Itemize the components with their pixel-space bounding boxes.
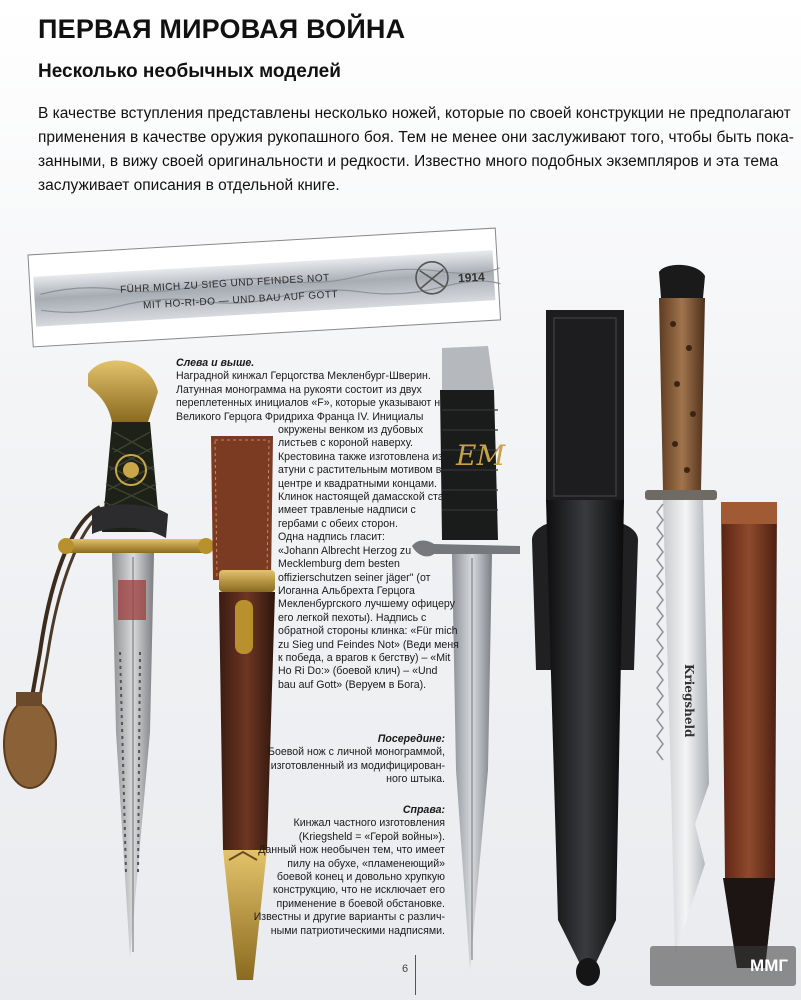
caption-left-line: атуни с растительным мотивом в xyxy=(278,464,442,477)
caption-left-line: Великого Герцога Фридриха Франца IV. Инициалы xyxy=(176,410,424,423)
caption-left-line: переплетенных инициалов «F», которые указывают на xyxy=(176,397,446,410)
intro-line: заслуживает описания в отдельной книге. xyxy=(38,177,340,194)
caption-left-line: его легкой пехоты). Надпись с xyxy=(278,611,427,624)
site-watermark: ММГ xyxy=(650,946,796,986)
caption-left-line: Наградной кинжал Герцогства Мекленбург-Шверин. xyxy=(176,370,431,383)
intro-line: В качестве вступления представлены несколько ножей, которые по своей конструкции не предполагают xyxy=(38,105,791,122)
caption-left-line: Клинок настоящей дамасской стали xyxy=(278,491,456,504)
rusty-scabbard-photo xyxy=(717,498,787,978)
caption-left-line: Ho Ri Do:» (боевой клич) – «Und xyxy=(278,665,438,678)
black-scabbard-photo xyxy=(530,300,640,990)
caption-middle-line: Боевой нож с личной монограммой, xyxy=(268,746,445,759)
caption-left-line: имеет травленые надписи с xyxy=(278,504,416,517)
caption-left-line: центре и квадратными концами. xyxy=(278,477,437,490)
caption-right-line: Данный нож необычен тем, что имеет xyxy=(258,844,445,857)
caption-middle xyxy=(268,733,445,787)
intro-line: применения в качестве оружия рукопашного боя. Тем не менее они заслуживают того, чтобы быть пока- xyxy=(38,129,794,146)
etched-year: 1914 xyxy=(457,269,486,286)
caption-left xyxy=(176,357,459,692)
page-subtitle: Несколько необычных моделей xyxy=(38,61,341,82)
caption-left-line: к победа, а врагов к бегству) – «Mit xyxy=(278,651,451,664)
intro-paragraph xyxy=(38,102,794,198)
caption-right-line: (Kriegsheld = «Герой войны»). xyxy=(298,830,445,843)
page-number-rule xyxy=(415,955,416,995)
caption-middle-line: ного штыка. xyxy=(386,773,445,786)
caption-left-line: Латунная монограмма на рукояти состоит из двух xyxy=(176,383,422,396)
caption-left-line: Крестовина также изготовлена из л xyxy=(278,450,453,463)
blade-inscription-kriegsheld: Kriegsheld xyxy=(682,664,696,738)
caption-left-line: окружены венком из дубовых xyxy=(278,424,424,437)
caption-left-line: гербами с обеих сторон. xyxy=(278,517,398,530)
caption-right-line: Известны и другие варианты с различ- xyxy=(253,911,445,924)
caption-left-line: Мекленбургского лучшему офицеру xyxy=(278,598,455,611)
caption-right-line: конструкцию, что не исключает его xyxy=(273,884,445,897)
caption-right-line: Кинжал частного изготовления xyxy=(293,817,445,830)
caption-left-heading: Слева и выше. xyxy=(176,357,255,369)
caption-right-line: пилу на обухе, «пламенеющий» xyxy=(287,857,445,870)
caption-left-line: Mecklemburg dem besten xyxy=(278,558,400,571)
caption-left-line: листьев с короной наверху. xyxy=(278,437,413,450)
grip-monogram: EM xyxy=(456,439,506,472)
caption-left-line: Одна надпись гласит: xyxy=(278,531,385,544)
caption-left-line: обратной стороны клинка: «Für mich xyxy=(278,625,458,638)
caption-right-heading: Справа: xyxy=(402,804,445,816)
caption-left-line: offizierschutzen seiner jäger" (от xyxy=(278,571,431,584)
page-number: 6 xyxy=(402,963,409,975)
caption-middle-line: изготовленный из модифицирован- xyxy=(270,759,445,772)
caption-left-line: zu Sieg und Feindes Not» (Веди меня xyxy=(278,638,459,651)
etched-inscription-line2: MIT HO-RI-DO — UND BAU AUF GOTT xyxy=(142,289,339,312)
page-title: ПЕРВАЯ МИРОВАЯ ВОЙНА xyxy=(38,14,406,44)
intro-line: занными, в вижу своей оригинальности и редкости. Известно много подобных экземпляров и эта тема xyxy=(38,153,779,170)
caption-right-line: применение в боевой обстановке. xyxy=(276,897,445,910)
caption-middle-heading: Посередине: xyxy=(377,733,445,745)
caption-right xyxy=(254,804,445,938)
etched-inscription-line1: FÜHR MICH ZU SIEG UND FEINDES NOT xyxy=(119,272,330,296)
caption-left-line: bau auf Gott» (Веруем в Бога). xyxy=(278,678,427,691)
caption-left-line: «Johann Albrecht Herzog zu xyxy=(278,544,412,557)
caption-left-line: Иоганна Альбрехта Герцога xyxy=(278,584,415,597)
caption-right-line: ными патриотическими надписями. xyxy=(270,924,445,937)
caption-right-line: боевой конец и довольно хрупкую xyxy=(276,871,445,884)
